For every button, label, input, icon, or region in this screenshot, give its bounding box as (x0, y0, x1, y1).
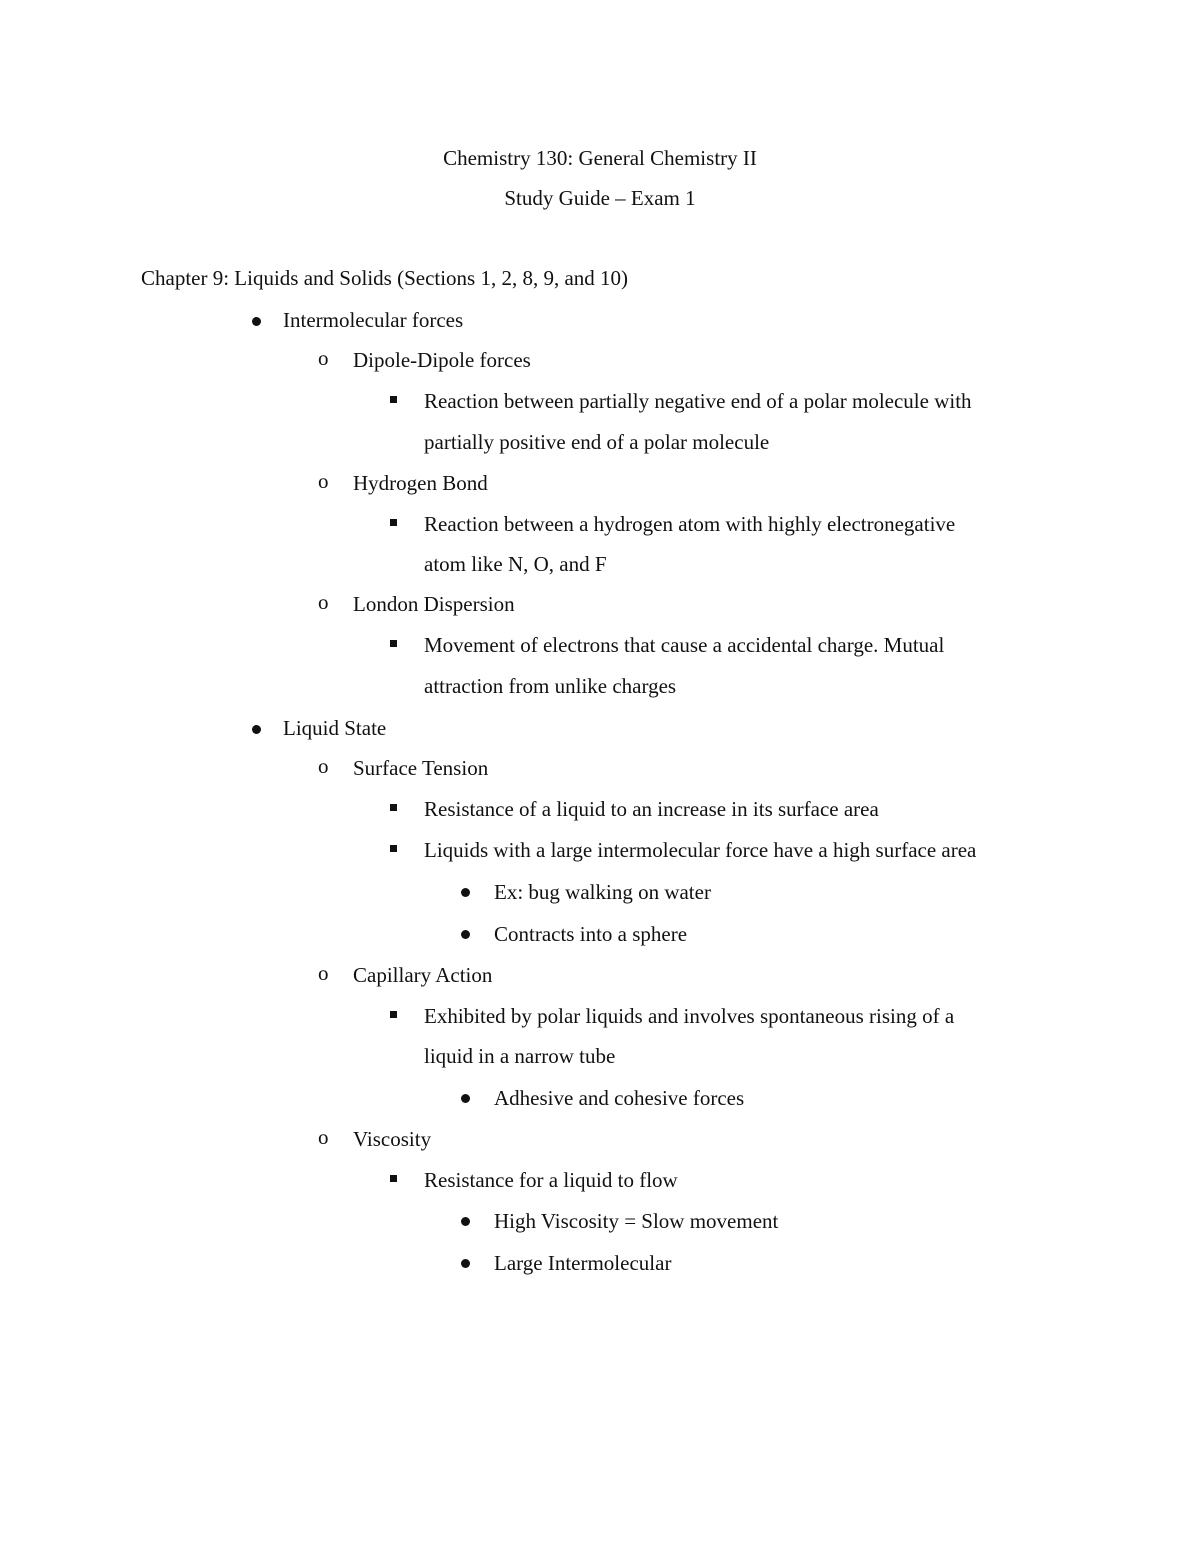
bullet-circle-icon: o (318, 1125, 329, 1149)
bullet-disc-icon (461, 930, 470, 939)
outline-example-viscosity-2: Large Intermolecular (494, 1251, 672, 1275)
bullet-square-icon (390, 640, 397, 647)
outline-item-viscosity: Viscosity (353, 1127, 432, 1151)
bullet-square-icon (390, 845, 397, 852)
bullet-disc-icon (461, 1094, 470, 1103)
outline-item-surface-tension: Surface Tension (353, 756, 489, 780)
outline-example-surface-1: Ex: bug walking on water (494, 880, 711, 904)
bullet-disc-icon (252, 317, 261, 326)
outline-item-intermolecular: Intermolecular forces (283, 308, 464, 332)
outline-example-surface-2: Contracts into a sphere (494, 922, 688, 946)
document-subtitle: Study Guide – Exam 1 (504, 186, 696, 210)
outline-item-capillary: Capillary Action (353, 963, 493, 987)
outline-item-liquid-state: Liquid State (283, 716, 387, 740)
outline-detail-london-1: Movement of electrons that cause a accidental charge. Mutual (424, 633, 945, 657)
bullet-square-icon (390, 519, 397, 526)
outline-item-london: London Dispersion (353, 592, 515, 616)
outline-detail-capillary-1: Exhibited by polar liquids and involves spontaneous rising of a (424, 1004, 955, 1028)
outline-detail-surface-1: Resistance of a liquid to an increase in its surface area (424, 797, 879, 821)
outline-detail-dipole-2: partially positive end of a polar molecule (424, 430, 770, 454)
outline-item-dipole: Dipole-Dipole forces (353, 348, 531, 372)
bullet-disc-icon (461, 888, 470, 897)
outline-detail-dipole-1: Reaction between partially negative end of a polar molecule with (424, 389, 972, 413)
bullet-circle-icon: o (318, 754, 329, 778)
bullet-square-icon (390, 804, 397, 811)
bullet-square-icon (390, 1011, 397, 1018)
outline-detail-hydrogen-2: atom like N, O, and F (424, 552, 607, 576)
outline-example-capillary-1: Adhesive and cohesive forces (494, 1086, 745, 1110)
bullet-circle-icon: o (318, 469, 329, 493)
chapter-heading: Chapter 9: Liquids and Solids (Sections 1, 2, 8, 9, and 10) (141, 266, 629, 290)
outline-item-hydrogen: Hydrogen Bond (353, 471, 488, 495)
bullet-square-icon (390, 1175, 397, 1182)
bullet-circle-icon: o (318, 346, 329, 370)
bullet-disc-icon (461, 1259, 470, 1268)
course-title: Chemistry 130: General Chemistry II (443, 146, 757, 170)
outline-detail-london-2: attraction from unlike charges (424, 674, 677, 698)
bullet-circle-icon: o (318, 961, 329, 985)
outline-example-viscosity-1: High Viscosity = Slow movement (494, 1209, 779, 1233)
bullet-disc-icon (461, 1217, 470, 1226)
bullet-disc-icon (252, 725, 261, 734)
outline-detail-viscosity-1: Resistance for a liquid to flow (424, 1168, 678, 1192)
outline-detail-surface-2: Liquids with a large intermolecular force have a high surface area (424, 838, 977, 862)
bullet-square-icon (390, 396, 397, 403)
outline-detail-hydrogen-1: Reaction between a hydrogen atom with highly electronegative (424, 512, 956, 536)
outline-detail-capillary-2: liquid in a narrow tube (424, 1044, 616, 1068)
bullet-circle-icon: o (318, 590, 329, 614)
